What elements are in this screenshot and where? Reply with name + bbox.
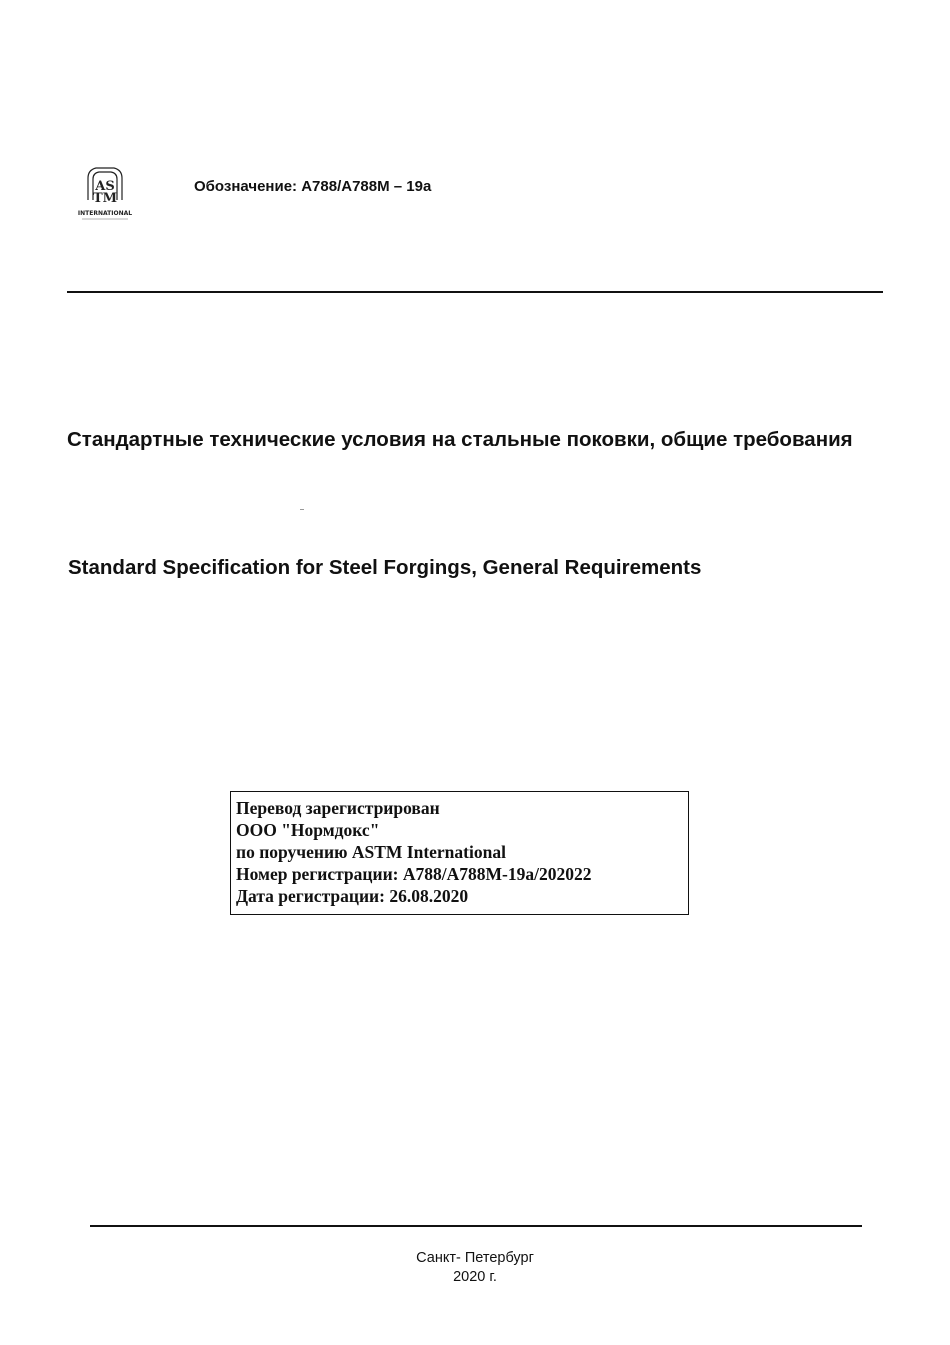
registration-number: Номер регистрации: A788/A788M-19a/202022: [236, 864, 592, 884]
registration-line-3: по поручению ASTM International: [236, 842, 506, 862]
title-russian: Стандартные технические условия на стальные поковки, общие требования: [67, 428, 853, 451]
footer-year: 2020 г.: [453, 1269, 497, 1285]
stray-mark: [300, 509, 304, 510]
title-english: Standard Specification for Steel Forgings, General Requirements: [68, 556, 702, 579]
svg-text:AS: AS: [95, 179, 115, 194]
registration-line-2: ООО "Нормдокс": [236, 820, 380, 840]
registration-date: Дата регистрации: 26.08.2020: [236, 886, 469, 906]
registration-line-1: Перевод зарегистрирован: [236, 798, 440, 818]
registration-box: [230, 791, 689, 915]
standard-designation: Обозначение: A788/A788M – 19a: [194, 178, 432, 195]
astm-logo: [76, 162, 134, 222]
top-divider: [67, 291, 883, 293]
footer: [375, 1249, 575, 1287]
footer-city: Санкт- Петербург: [416, 1250, 534, 1266]
svg-text:TM: TM: [92, 191, 118, 206]
bottom-divider: [90, 1225, 862, 1227]
svg-text:INTERNATIONAL: INTERNATIONAL: [77, 210, 133, 217]
